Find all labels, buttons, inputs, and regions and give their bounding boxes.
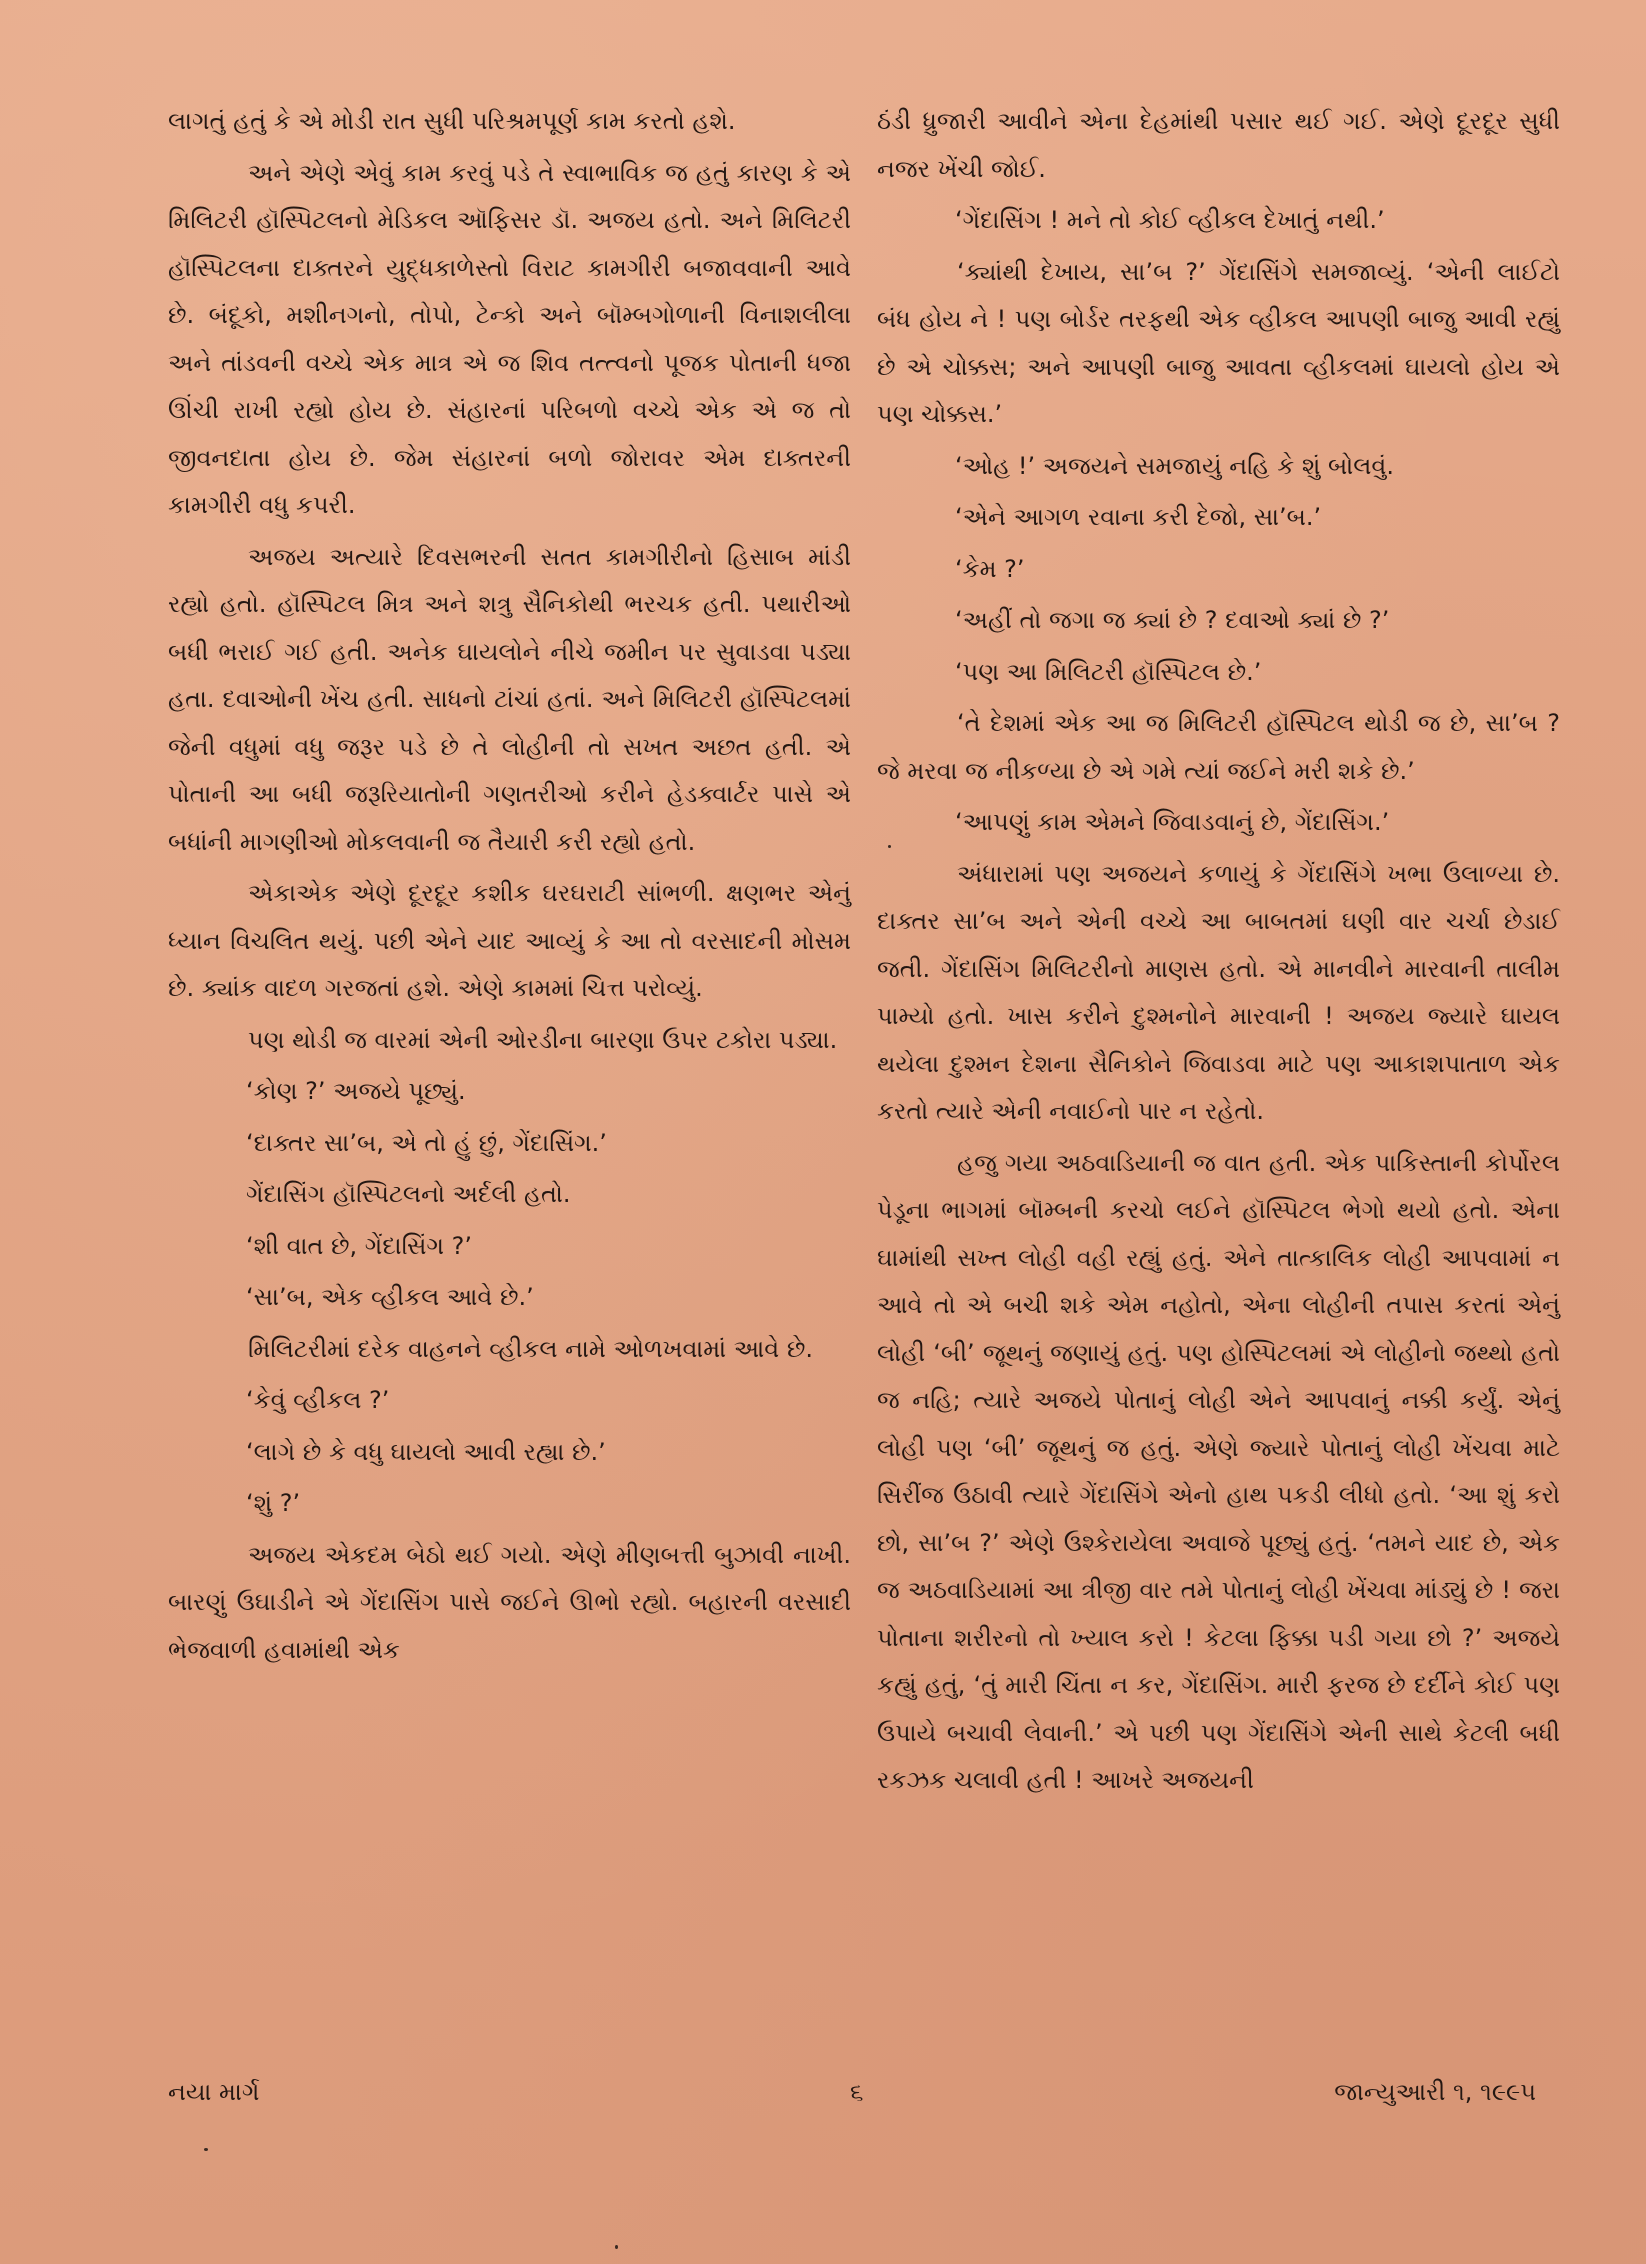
left-column-paragraph: ‘દાક્તર સા’બ, એ તો હું છું, ગેંદાસિંગ.’ xyxy=(246,1128,607,1157)
left-column-paragraph: લાગતું હતું કે એ મોડી રાત સુધી પરિશ્રમપૂર્ણ કામ કરતો હશે. xyxy=(168,107,736,135)
right-text-column xyxy=(877,98,1560,1809)
left-column-paragraph: ગેંદાસિંગ હૉસ્પિટલનો અર્દલી હતો. xyxy=(246,1180,571,1208)
left-column-paragraph: ‘શી વાત છે, ગેંદાસિંગ ?’ xyxy=(246,1231,473,1260)
left-column-paragraph: એકાએક એણે દૂરદૂર કશીક ઘરઘરાટી સાંભળી. ક્ષણભર એનું ધ્યાન વિચલિત થયું. પછી એને યાદ આવ્યું કે આ તો વરસાદની મોસમ છે. ક્યાંક વાદળ ગરજતાં હશે. એણે કામમાં ચિત્ત પરોવ્યું. xyxy=(168,879,851,1002)
paper-speck xyxy=(204,2148,208,2151)
paper-speck xyxy=(888,845,891,848)
right-column-paragraph: ઠંડી ધ્રુજારી આવીને એના દેહમાંથી પસાર થઈ ગઈ. એણે દૂરદૂર સુધી નજર ખેંચી જોઈ. xyxy=(877,107,1560,183)
left-column-paragraph: ‘લાગે છે કે વધુ ઘાયલો આવી રહ્યા છે.’ xyxy=(246,1437,606,1466)
left-column-paragraph: ‘સા’બ, એક વ્હીકલ આવે છે.’ xyxy=(246,1283,534,1311)
right-column-paragraph: ‘તે દેશમાં એક આ જ મિલિટરી હૉસ્પિટલ થોડી જ છે, સા’બ ? જે મરવા જ નીકળ્યા છે એ ગમે ત્યાં જઈને મરી શકે છે.’ xyxy=(877,709,1560,785)
footer-magazine-name: નયા માર્ગ xyxy=(168,2078,260,2106)
left-column-paragraph: પણ થોડી જ વારમાં એની ઓરડીના બારણા ઉપર ટકોરા પડ્યા. xyxy=(248,1025,838,1054)
left-column-paragraph: અજય અત્યારે દિવસભરની સતત કામગીરીનો હિસાબ માંડી રહ્યો હતો. હૉસ્પિટલ મિત્ર અને શત્રુ સૈનિકોથી ભરચક હતી. પથારીઓ બધી ભરાઈ ગઈ હતી. અનેક ઘાયલોને નીચે જમીન પર સુવાડવા પડ્યા હતા. દવાઓની ખેંચ હતી. સાધનો ટાંચાં હતાં. અને મિલિટરી હૉસ્પિટલમાં જેની વધુમાં વધુ જરૂર પડે છે તે લોહીની તો સખત અછત હતી. એ પોતાની આ બધી જરૂરિયાતોની ગણતરીઓ કરીને હેડક્વાર્ટર પાસે એ બધાંની માગણીઓ મોકલવાની જ તૈયારી કરી રહ્યો હતો. xyxy=(168,542,851,856)
left-column-paragraph: અને એણે એવું કામ કરવું પડે તે સ્વાભાવિક જ હતું કારણ કે એ મિલિટરી હૉસ્પિટલનો મેડિકલ ઑફિસર ડૉ. અજય હતો. અને મિલિટરી હૉસ્પિટલના દાક્તરને યુદ્ધકાળેસ્તો વિરાટ કામગીરી બજાવવાની આવે છે. બંદૂકો, મશીનગનો, તોપો, ટેન્કો અને બૉમ્બગોળાની વિનાશલીલા અને તાંડવની વચ્ચે એક માત્ર એ જ શિવ તત્ત્વનો પૂજક પોતાની ધજા ઊંચી રાખી રહ્યો હોય છે. સંહારનાં પરિબળો વચ્ચે એક એ જ તો જીવનદાતા હોય છે. જેમ સંહારનાં બળો જોરાવર એમ દાક્તરની કામગીરી વધુ કપરી. xyxy=(168,158,851,519)
left-column-paragraph: ‘કોણ ?’ અજયે પૂછ્યું. xyxy=(246,1077,466,1105)
left-column-paragraph: ‘કેવું વ્હીકલ ?’ xyxy=(246,1386,390,1414)
right-column-paragraph: અંધારામાં પણ અજયને કળાયું કે ગેંદાસિંગે ખભા ઉલાળ્યા છે. દાક્તર સા’બ અને એની વચ્ચે આ બાબતમાં ઘણી વાર ચર્ચા છેડાઈ જતી. ગેંદાસિંગ મિલિટરીનો માણસ હતો. એ માનવીને મારવાની તાલીમ પામ્યો હતો. ખાસ કરીને દુશ્મનોને મારવાની ! અજય જ્યારે ઘાયલ થયેલા દુશ્મન દેશના સૈનિકોને જિવાડવા માટે પણ આકાશપાતાળ એક કરતો ત્યારે એની નવાઈનો પાર ન રહેતો. xyxy=(877,859,1560,1125)
right-column-paragraph: ‘ઓહ !’ અજયને સમજાયું નહિ કે શું બોલવું. xyxy=(955,451,1394,480)
right-column-paragraph: ‘પણ આ મિલિટરી હૉસ્પિટલ છે.’ xyxy=(955,657,1262,686)
right-column-paragraph: ‘ગેંદાસિંગ ! મને તો કોઈ વ્હીકલ દેખાતું નથી.’ xyxy=(955,206,1385,234)
right-column-paragraph: હજુ ગયા અઠવાડિયાની જ વાત હતી. એક પાકિસ્તાની કોર્પોરલ પેડૂના ભાગમાં બૉમ્બની કરચો લઈને હૉસ્પિટલ ભેગો થયો હતો. એના ઘામાંથી સખ્ત લોહી વહી રહ્યું હતું. એને તાત્કાલિક લોહી આપવામાં ન આવે તો એ બચી શકે એમ નહોતો, એના લોહીની તપાસ કરતાં એનું લોહી ‘બી’ જૂથનું જણાયું હતું. પણ હોસ્પિટલમાં એ લોહીનો જથ્થો હતો જ નહિ; ત્યારે અજયે પોતાનું લોહી એને આપવાનું નક્કી કર્યું. એનું લોહી પણ ‘બી’ જૂથનું જ હતું. એણે જ્યારે પોતાનું લોહી ખેંચવા માટે સિરીંજ ઉઠાવી ત્યારે ગેંદાસિંગે એનો હાથ પકડી લીધો હતો. ‘આ શું કરો છો, સા’બ ?’ એણે ઉશ્કેરાયેલા અવાજે પૂછ્યું હતું. ‘તમને યાદ છે, એક જ અઠવાડિયામાં આ ત્રીજી વાર તમે પોતાનું લોહી ખેંચવા માંડ્યું છે ! જરા પોતાના શરીરનો તો ખ્યાલ કરો ! કેટલા ફિક્કા પડી ગયા છો ?’ અજયે કહ્યું હતું, ‘તું મારી ચિંતા ન કર, ગેંદાસિંગ. મારી ફરજ છે દર્દીને કોઈ પણ ઉપાયે બચાવી લેવાની.’ એ પછી પણ ગેંદાસિંગે એની સાથે કેટલી બધી રકઝક ચલાવી હતી ! આખરે અજયની xyxy=(877,1148,1560,1794)
left-column-paragraph: અજય એકદમ બેઠો થઈ ગયો. એણે મીણબત્તી બુઝાવી નાખી. બારણું ઉઘાડીને એ ગેંદાસિંગ પાસે જઈને ઊભો રહ્યો. બહારની વરસાદી ભેજવાળી હવામાંથી એક xyxy=(168,1540,851,1664)
right-column-paragraph: ‘કેમ ?’ xyxy=(955,554,1025,583)
footer-date: જાન્યુઆરી ૧, ૧૯૯૫ xyxy=(1334,2078,1536,2106)
right-column-paragraph: ‘આપણું કામ એમને જિવાડવાનું છે, ગેંદાસિંગ.’ xyxy=(955,808,1390,836)
left-text-column xyxy=(168,98,851,1678)
right-column-paragraph: ‘ક્યાંથી દેખાય, સા’બ ?’ ગેંદાસિંગે સમજાવ્યું. ‘એની લાઈટો બંધ હોય ને ! પણ બોર્ડર તરફથી એક વ્હીકલ આપણી બાજુ આવી રહ્યું છે એ ચોક્કસ; અને આપણી બાજુ આવતા વ્હીકલમાં ઘાયલો હોય એ પણ ચોક્કસ.’ xyxy=(877,257,1560,428)
footer-page-number: ૬ xyxy=(850,2078,864,2106)
left-column-paragraph: મિલિટરીમાં દરેક વાહનને વ્હીકલ નામે ઓળખવામાં આવે છે. xyxy=(248,1334,814,1363)
left-column-paragraph: ‘શું ?’ xyxy=(246,1489,301,1517)
paper-speck xyxy=(615,2245,618,2249)
right-column-paragraph: ‘એને આગળ રવાના કરી દેજો, સા’બ.’ xyxy=(955,503,1322,531)
right-column-paragraph: ‘અહીં તો જગા જ ક્યાં છે ? દવાઓ ક્યાં છે ?’ xyxy=(955,606,1390,634)
